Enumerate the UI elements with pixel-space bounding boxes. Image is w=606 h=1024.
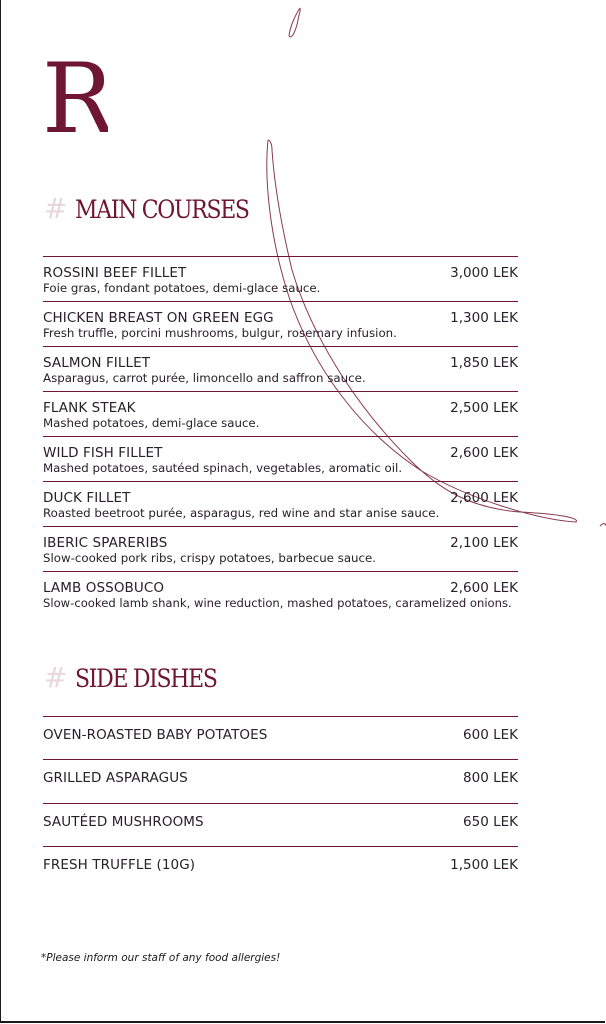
item-name: FLANK STEAK [43,400,136,416]
item-price: 650 LEK [463,813,518,830]
item-name: CHICKEN BREAST ON GREEN EGG [43,310,274,326]
menu-item [43,803,518,846]
r-monogram-icon [42,50,108,136]
main-courses-heading [44,192,273,225]
item-description: Mashed potatoes, sautéed spinach, vegetables, aromatic oil. [43,461,403,475]
item-description: Mashed potatoes, demi-glace sauce. [43,416,260,430]
menu-item [43,301,518,346]
brand-initial: R [42,50,108,136]
item-description: Roasted beetroot purée, asparagus, red wine and star anise sauce. [43,506,440,520]
item-description: Fresh truffle, porcini mushrooms, bulgur, rosemary infusion. [43,326,397,340]
item-name: IBERIC SPARERIBS [43,535,168,551]
item-name: LAMB OSSOBUCO [43,580,165,596]
item-price: 2,600 LEK [450,490,518,506]
menu-item [43,526,518,571]
item-price: 1,850 LEK [450,355,518,371]
item-price: 2,500 LEK [450,400,518,416]
menu-item [43,846,518,889]
item-name: OVEN-ROASTED BABY POTATOES [43,727,268,743]
item-name: ROSSINI BEEF FILLET [43,265,187,281]
item-price: 2,600 LEK [450,445,518,461]
side-dishes-list [43,716,518,889]
menu-item [43,256,518,301]
hash-mark: # [44,661,68,694]
hash-mark: # [44,192,68,225]
item-price: 600 LEK [463,727,518,743]
item-name: FRESH TRUFFLE (10G) [43,856,196,873]
section-title: SIDE DISHES [75,664,218,693]
item-description: Asparagus, carrot purée, limoncello and saffron sauce. [43,371,366,385]
item-name: GRILLED ASPARAGUS [43,770,188,787]
menu-item [43,391,518,436]
item-description: Foie gras, fondant potatoes, demi-glace sauce. [43,281,321,295]
item-price: 1,500 LEK [450,856,518,873]
menu-item [43,481,518,526]
menu-item [43,436,518,481]
item-name: DUCK FILLET [43,490,131,506]
item-price: 2,100 LEK [450,535,518,551]
menu-item [43,716,518,759]
allergy-note: *Please inform our staff of any food allergies! [41,952,281,964]
item-description: Slow-cooked lamb shank, wine reduction, mashed potatoes, caramelized onions. [43,596,512,610]
menu-item [43,759,518,802]
item-price: 1,300 LEK [450,310,518,326]
side-dishes-heading [44,661,236,694]
item-description: Slow-cooked pork ribs, crispy potatoes, barbecue sauce. [43,551,377,565]
item-name: SALMON FILLET [43,355,151,371]
menu-item [43,346,518,391]
menu-item [43,571,518,621]
main-courses-list [43,256,518,621]
item-price: 800 LEK [463,770,518,787]
item-name: SAUTÉED MUSHROOMS [43,813,204,830]
brand-logo [42,50,108,136]
item-name: WILD FISH FILLET [43,445,163,461]
item-price: 3,000 LEK [450,265,518,281]
item-price: 2,600 LEK [450,580,518,596]
section-title: MAIN COURSES [75,195,250,224]
